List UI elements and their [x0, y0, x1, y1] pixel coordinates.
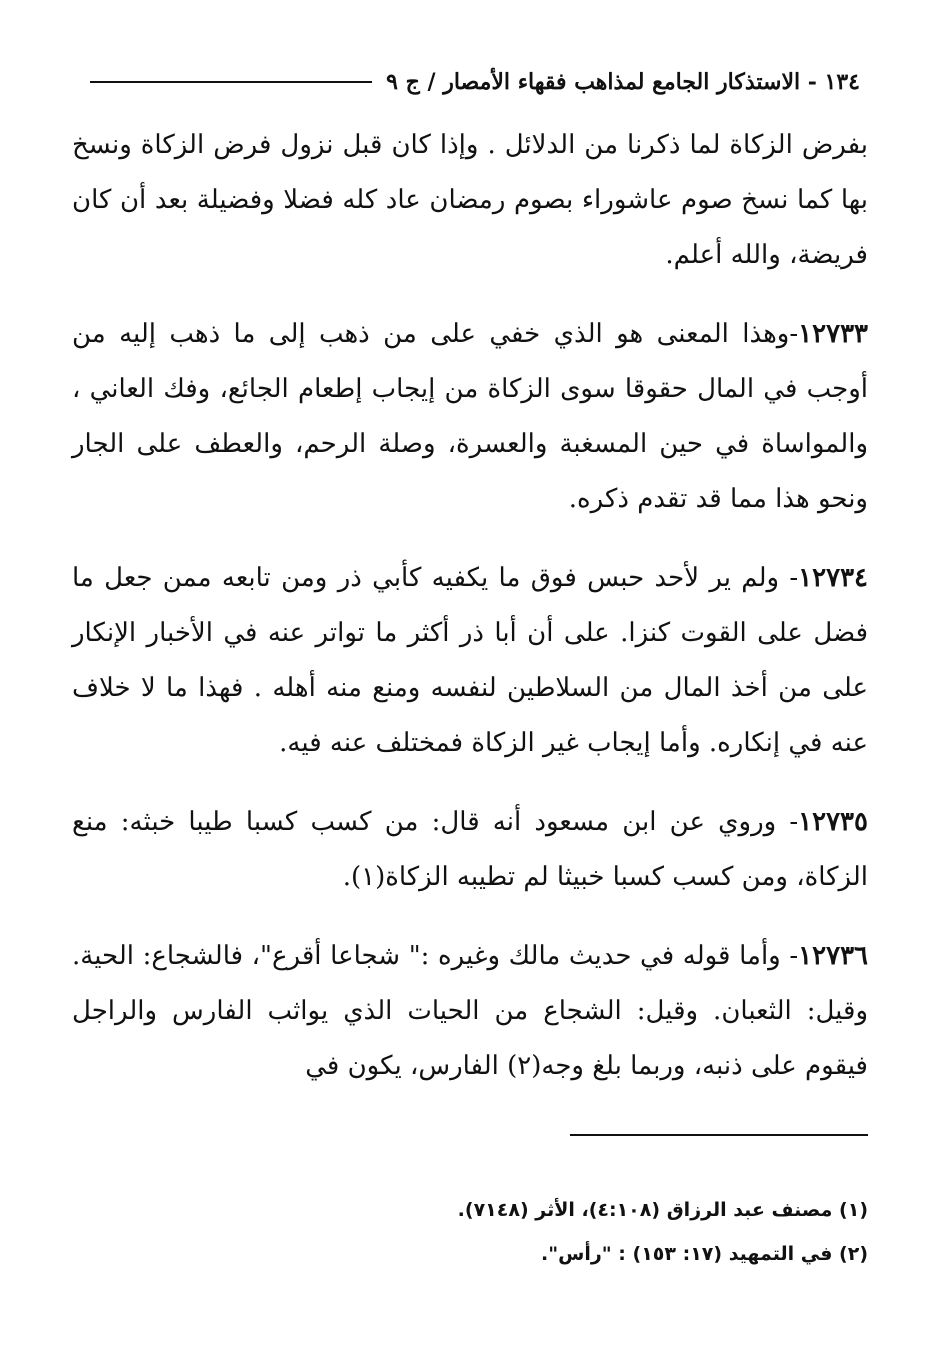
paragraph-continuation [72, 118, 868, 283]
paragraph-12734 [72, 551, 868, 771]
footnotes [200, 1188, 868, 1276]
paragraph-12736 [72, 929, 868, 1094]
paragraph-number: ١٢٧٣٣ [798, 319, 868, 349]
paragraph-text: ولم ير لأحد حبس فوق ما يكفيه كأبي ذر ومن تابعه ممن جعل ما فضل على القوت كنزا. على أن أبا ذر أكثر ما تواتر عنه في الأخبار الإنكار على من أخذ المال من السلاطين لنفسه ومنع منه أهله . فهذا ما لا خلاف عنه في إنكاره. وأما إيجاب غير الزكاة فمختلف عنه فيه. [72, 563, 868, 758]
paragraph-dash: - [776, 807, 799, 837]
footnote-2: (٢) في التمهيد (١٧: ١٥٣) : "رأس". [540, 1243, 868, 1265]
paragraph-12733 [72, 307, 868, 527]
page-header [90, 62, 860, 102]
paragraph-dash: - [789, 319, 799, 349]
paragraph-number: ١٢٧٣٦ [798, 941, 868, 971]
paragraph-dash: - [779, 563, 799, 593]
footnote-separator [570, 1134, 868, 1136]
paragraph-number: ١٢٧٣٤ [798, 563, 868, 593]
paragraph-text: وهذا المعنى هو الذي خفي على من ذهب إلى ما ذهب إليه من أوجب في المال حقوقا سوى الزكاة من إيجاب إطعام الجائع، وفك العاني ، والمواساة في حين المسغبة والعسرة، وصلة الرحم، والعطف على الجار ونحو هذا مما قد تقدم ذكره. [72, 319, 868, 514]
running-title: ١٣٤ - الاستذكار الجامع لمذاهب فقهاء الأمصار / ج ٩ [386, 69, 860, 95]
paragraph-number: ١٢٧٣٥ [798, 807, 868, 837]
paragraph-text: بفرض الزكاة لما ذكرنا من الدلائل . وإذا كان قبل نزول فرض الزكاة ونسخ بها كما نسخ صوم عاشوراء بصوم رمضان عاد كله فضلا وفضيلة بعد أن كان فريضة، والله أعلم. [72, 130, 868, 270]
header-rule [90, 81, 372, 83]
main-text [72, 118, 868, 1118]
paragraph-12735 [72, 795, 868, 905]
footnote-1: (١) مصنف عبد الرزاق (٤:١٠٨)، الأثر (٧١٤٨). [457, 1199, 868, 1221]
paragraph-text: وأما قوله في حديث مالك وغيره :" شجاعا أقرع"، فالشجاع: الحية. وقيل: الثعبان. وقيل: الشجاع من الحيات الذي يواثب الفارس والراجل فيقوم على ذنبه، وربما بلغ وجه(٢) الفارس، يكون في [72, 941, 868, 1081]
paragraph-dash: - [780, 941, 799, 971]
paragraph-text: وروي عن ابن مسعود أنه قال: من كسب كسبا طيبا خبثه: منع الزكاة، ومن كسب كسبا خبيثا لم تطيبه الزكاة(١). [72, 807, 868, 892]
